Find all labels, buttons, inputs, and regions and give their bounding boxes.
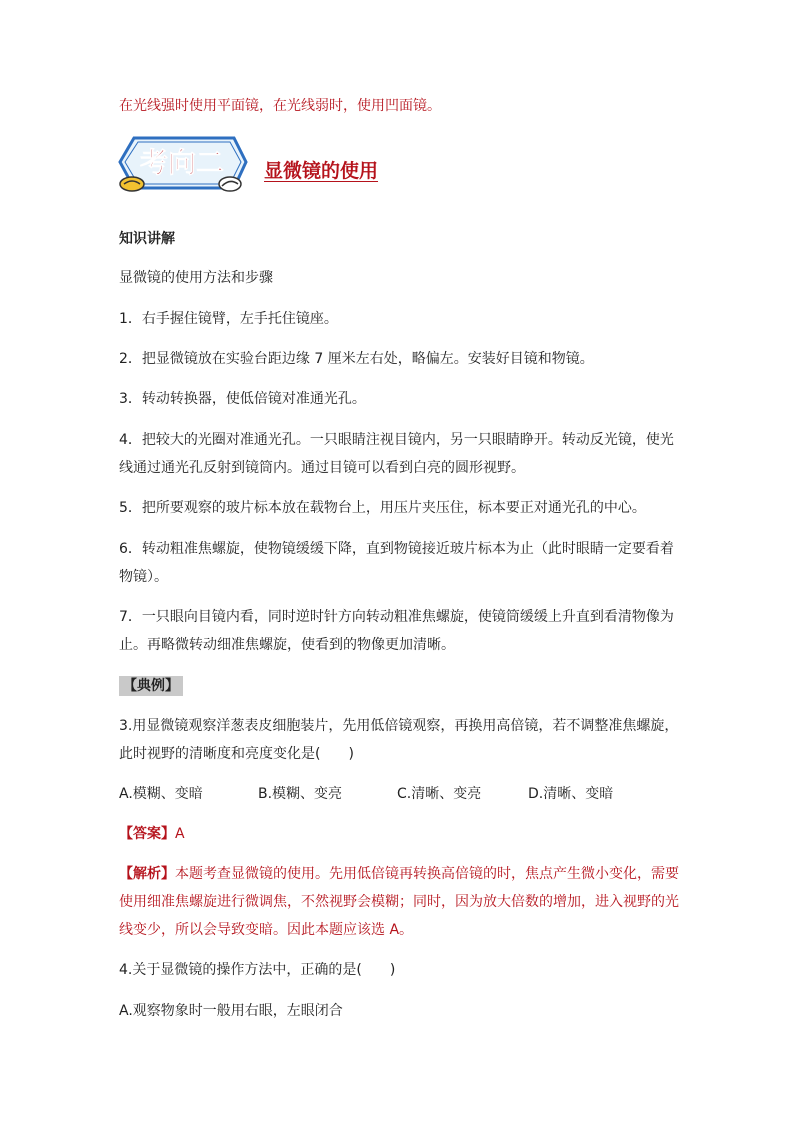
step-line: 1．右手握住镜臂，左手托住镜座。 xyxy=(119,311,338,327)
question-3-stem: 3.用显微镜观察洋葱表皮细胞装片，先用低倍镜观察，再换用高倍镜，若不调整准焦螺旋， xyxy=(119,718,679,734)
step-line: 3．转动转换器，使低倍镜对准通光孔。 xyxy=(119,391,366,407)
step-line: 止。再略微转动细准焦螺旋，使看到的物像更加清晰。 xyxy=(119,637,455,653)
option-b: B.模糊、变亮 xyxy=(258,786,343,802)
answer-line xyxy=(119,824,185,844)
answer-label: 【答案】 xyxy=(119,826,175,842)
knowledge-heading: 知识讲解 xyxy=(119,231,175,247)
answer-value: A xyxy=(175,826,185,842)
analysis-line xyxy=(119,864,679,884)
question-4-stem: 4.关于显微镜的操作方法中，正确的是( ) xyxy=(119,962,396,978)
analysis-line: 使用细准焦螺旋进行微调焦，不然视野会模糊；同时，因为放大倍数的增加，进入视野的光 xyxy=(119,894,679,910)
option-a: A.模糊、变暗 xyxy=(119,786,203,802)
question-3-stem-cont: 此时视野的清晰度和亮度变化是( ) xyxy=(119,746,354,762)
section-title: 显微镜的使用 xyxy=(264,160,379,182)
step-line: 4．把较大的光圈对准通光孔。一只眼睛注视目镜内，另一只眼睛睁开。转动反光镜，使光 xyxy=(119,432,674,448)
section-banner xyxy=(112,134,252,198)
subheading: 显微镜的使用方法和步骤 xyxy=(119,270,273,286)
analysis-line: 线变少，所以会导致变暗。因此本题应该选 A。 xyxy=(119,922,414,938)
decorative-coin-icon xyxy=(120,177,144,191)
intro-note: 在光线强时使用平面镜，在光线弱时，使用凹面镜。 xyxy=(119,98,441,114)
analysis-label: 【解析】 xyxy=(119,866,175,882)
step-line: 5．把所要观察的玻片标本放在载物台上，用压片夹压住，标本要正对通光孔的中心。 xyxy=(119,500,646,516)
analysis-text: 本题考查显微镜的使用。先用低倍镜再转换高倍镜的时，焦点产生微小变化，需要 xyxy=(175,866,679,882)
question-4-option-a: A.观察物象时一般用右眼，左眼闭合 xyxy=(119,1003,343,1019)
step-line: 6．转动粗准焦螺旋，使物镜缓缓下降，直到物镜接近玻片标本为止（此时眼睛一定要看着 xyxy=(119,541,674,557)
step-line: 2．把显微镜放在实验台距边缘 7 厘米左右处，略偏左。安装好目镜和物镜。 xyxy=(119,351,594,367)
step-line: 物镜）。 xyxy=(119,569,168,585)
option-d: D.清晰、变暗 xyxy=(528,786,614,802)
option-c: C.清晰、变亮 xyxy=(397,786,482,802)
banner-graphic xyxy=(112,134,252,198)
example-tag: 【典例】 xyxy=(119,676,183,696)
step-line: 线通过通光孔反射到镜筒内。通过目镜可以看到白亮的圆形视野。 xyxy=(119,460,525,476)
banner-text: 考向二 xyxy=(139,146,225,179)
step-line: 7．一只眼向目镜内看，同时逆时针方向转动粗准焦螺旋，使镜筒缓缓上升直到看清物像为 xyxy=(119,609,674,625)
